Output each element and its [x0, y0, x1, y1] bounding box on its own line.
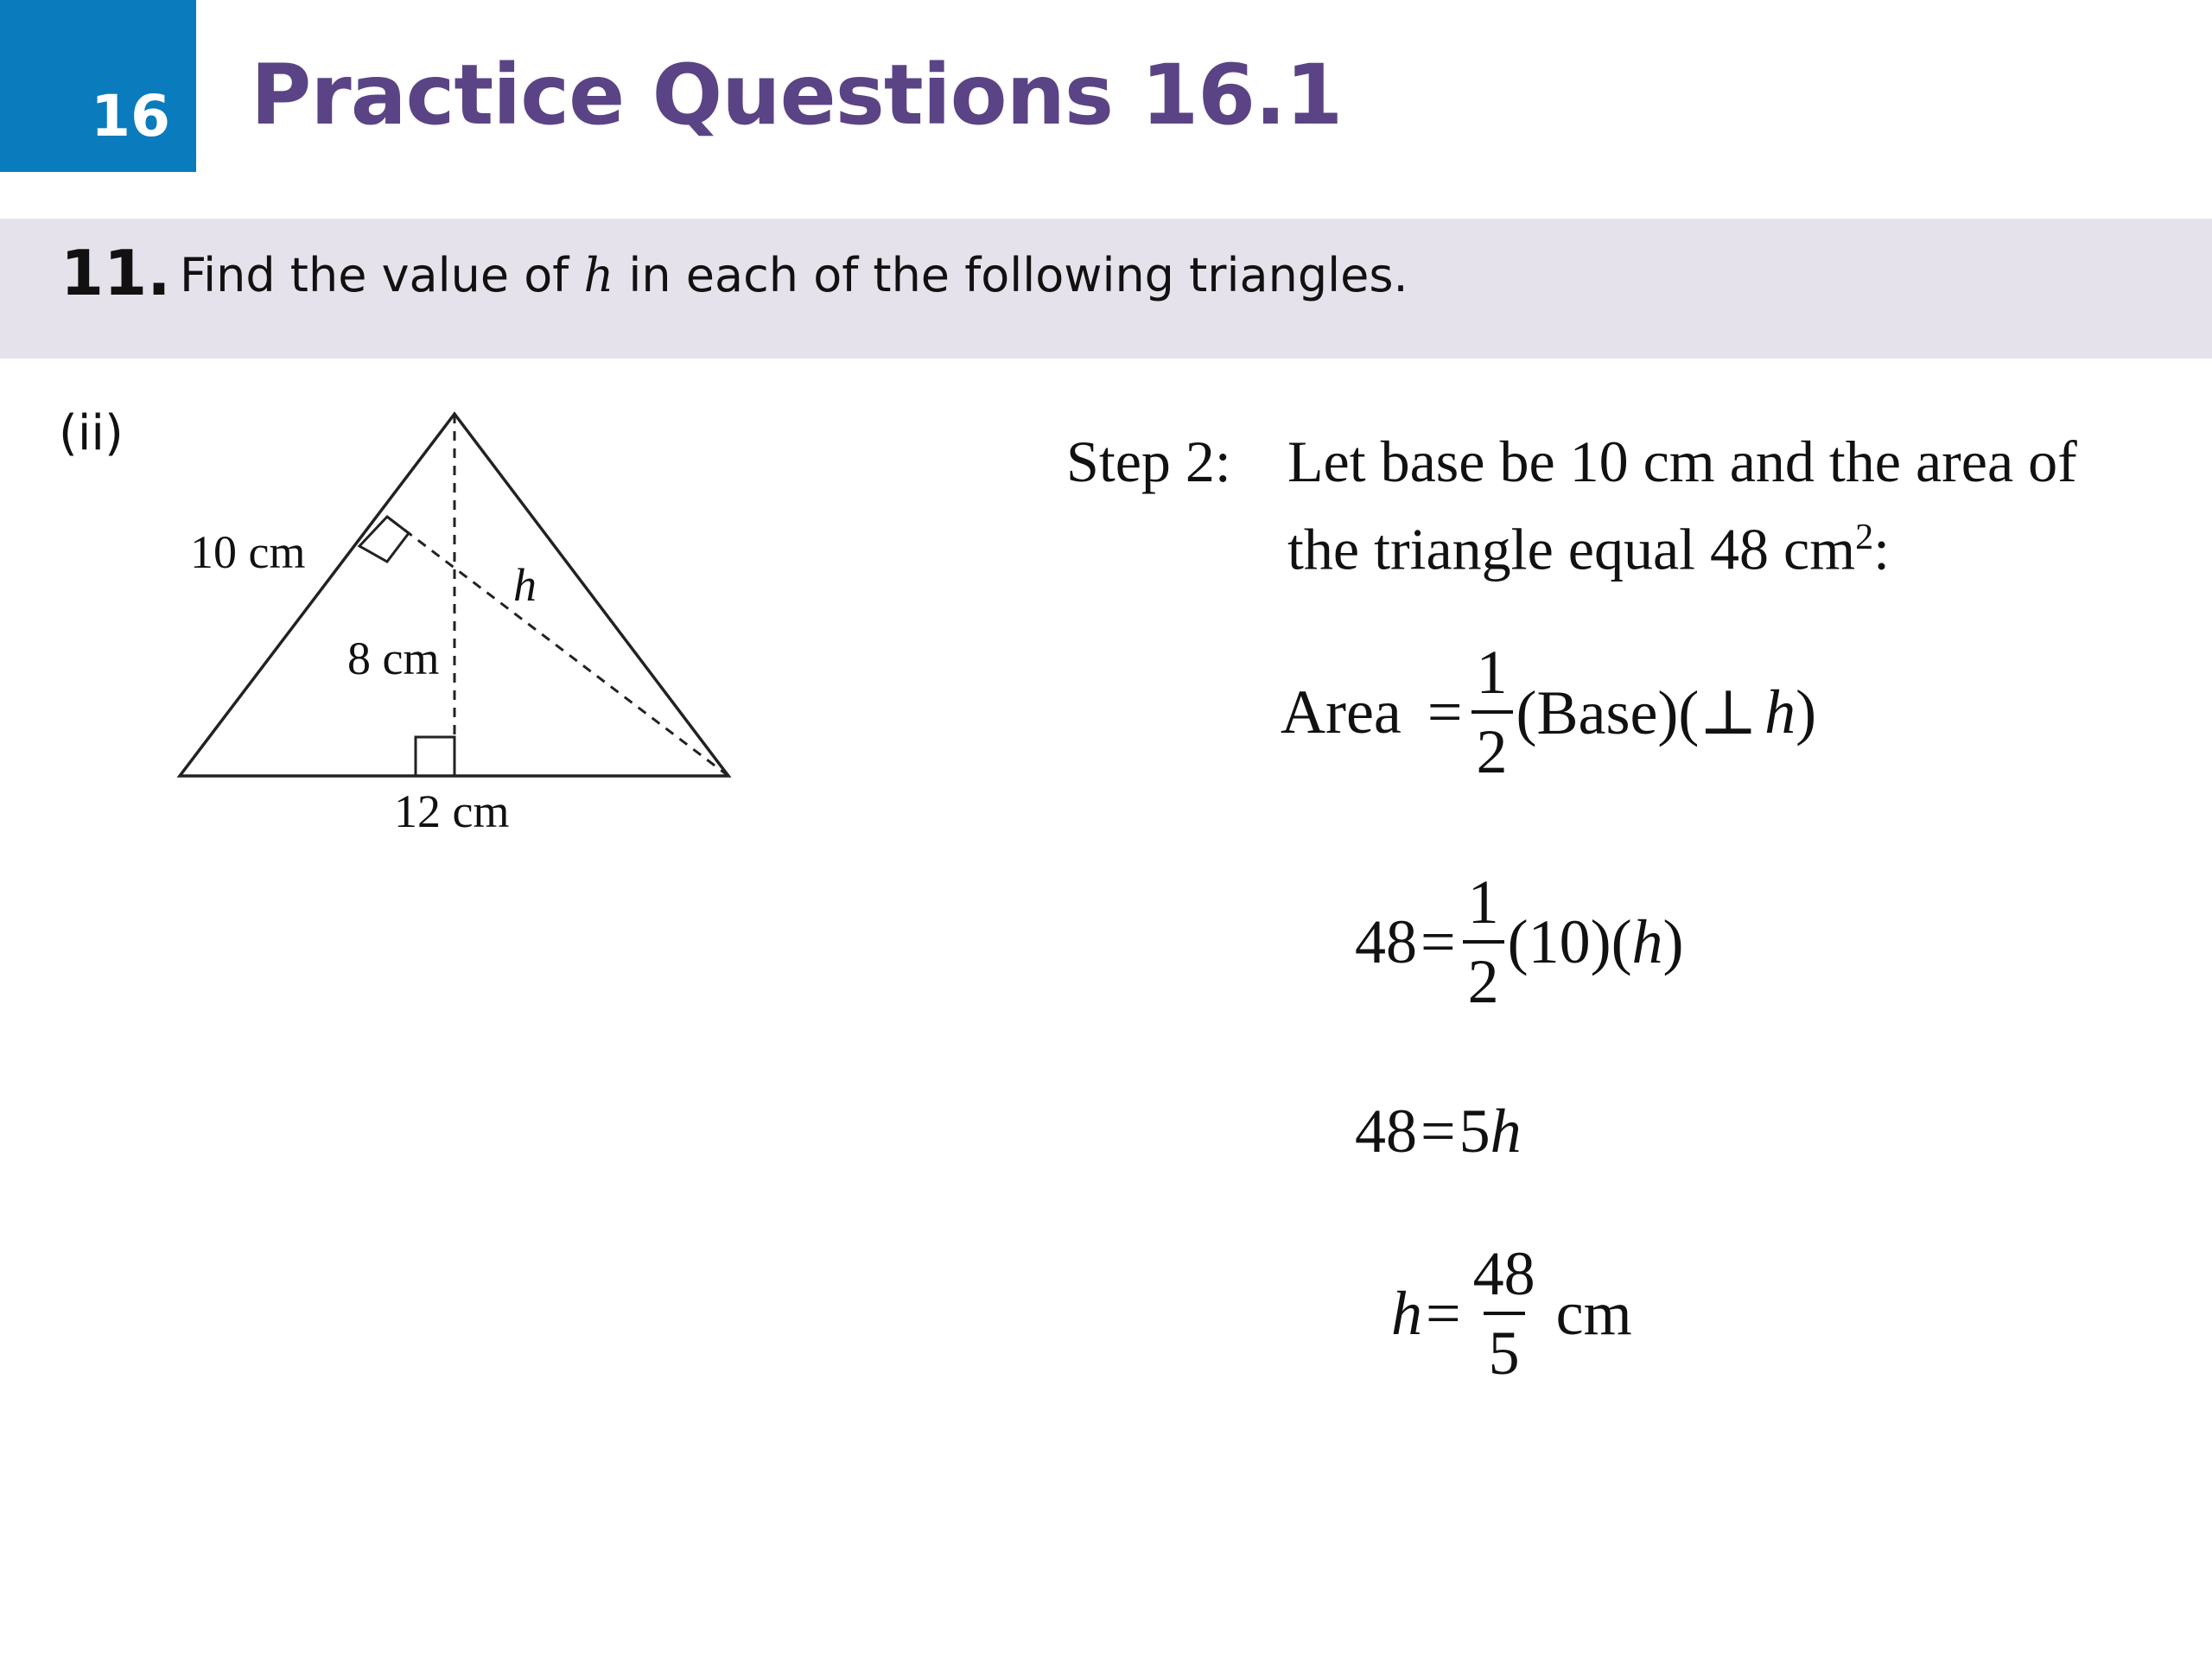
eq4-unit: cm [1555, 1278, 1632, 1348]
question-text-before: Find the value of [180, 248, 584, 302]
eq2-rest: (10)( [1507, 906, 1632, 976]
page-title: Practice Questions 16.1 [251, 47, 1343, 143]
question-number: 11. [60, 237, 171, 309]
eq4-numerator: 48 [1472, 1239, 1535, 1308]
step-line-1: Let base be 10 cm and the area of [1287, 429, 2077, 494]
eq2-denominator: 2 [1463, 940, 1504, 1013]
eq2-numerator: 1 [1467, 868, 1499, 937]
eq4-fraction [1468, 1239, 1541, 1388]
eq1-lhs: Area [1281, 677, 1402, 747]
step-line-2-sup: 2 [1855, 518, 1874, 557]
eq2-equals: = [1421, 906, 1456, 976]
eq2-variable: h [1631, 906, 1663, 976]
eq2-lhs: 48 [1355, 906, 1417, 976]
step-line-2-suffix: : [1873, 516, 1890, 582]
eq4-variable: h [1391, 1278, 1422, 1348]
right-angle-mark-side [359, 517, 409, 562]
eq2-fraction [1463, 868, 1504, 1016]
step-description [1287, 423, 2195, 588]
equation-4 [1391, 1239, 1632, 1388]
right-angle-mark-base [416, 737, 454, 776]
step-line-2-prefix: the triangle equal 48 cm [1287, 516, 1856, 582]
step-line-2 [1287, 499, 2195, 588]
eq3-variable: h [1490, 1096, 1522, 1166]
equation-2 [1355, 868, 1684, 1016]
question-variable: h [583, 248, 614, 302]
eq1-numerator: 1 [1476, 638, 1508, 707]
eq3-coefficient: 5 [1459, 1096, 1491, 1166]
label-base: 12 cm [394, 785, 510, 837]
eq1-close: ) [1796, 677, 1817, 747]
label-altitude-slanted: h [513, 559, 537, 611]
eq1-denominator: 2 [1471, 710, 1513, 783]
eq3-lhs: 48 [1355, 1096, 1417, 1166]
step-label: Step 2: [1066, 429, 1231, 494]
eq4-equals: = [1426, 1278, 1461, 1348]
eq4-denominator: 5 [1484, 1312, 1525, 1384]
eq1-fraction [1471, 638, 1513, 786]
equation-1 [1281, 638, 1817, 786]
eq1-equals: = [1427, 677, 1463, 747]
part-label: (ii) [59, 405, 124, 461]
eq1-variable: h [1764, 677, 1796, 747]
eq2-close: ) [1662, 906, 1684, 976]
question-text-after: in each of the following triangles. [613, 248, 1408, 302]
chapter-number: 16 [91, 83, 170, 149]
equation-3 [1355, 1096, 1522, 1167]
label-side-left: 10 cm [190, 526, 306, 578]
eq3-equals: = [1421, 1096, 1456, 1166]
label-altitude-vertical: 8 cm [347, 632, 440, 684]
eq1-rest: (Base)(⊥ [1516, 677, 1758, 747]
